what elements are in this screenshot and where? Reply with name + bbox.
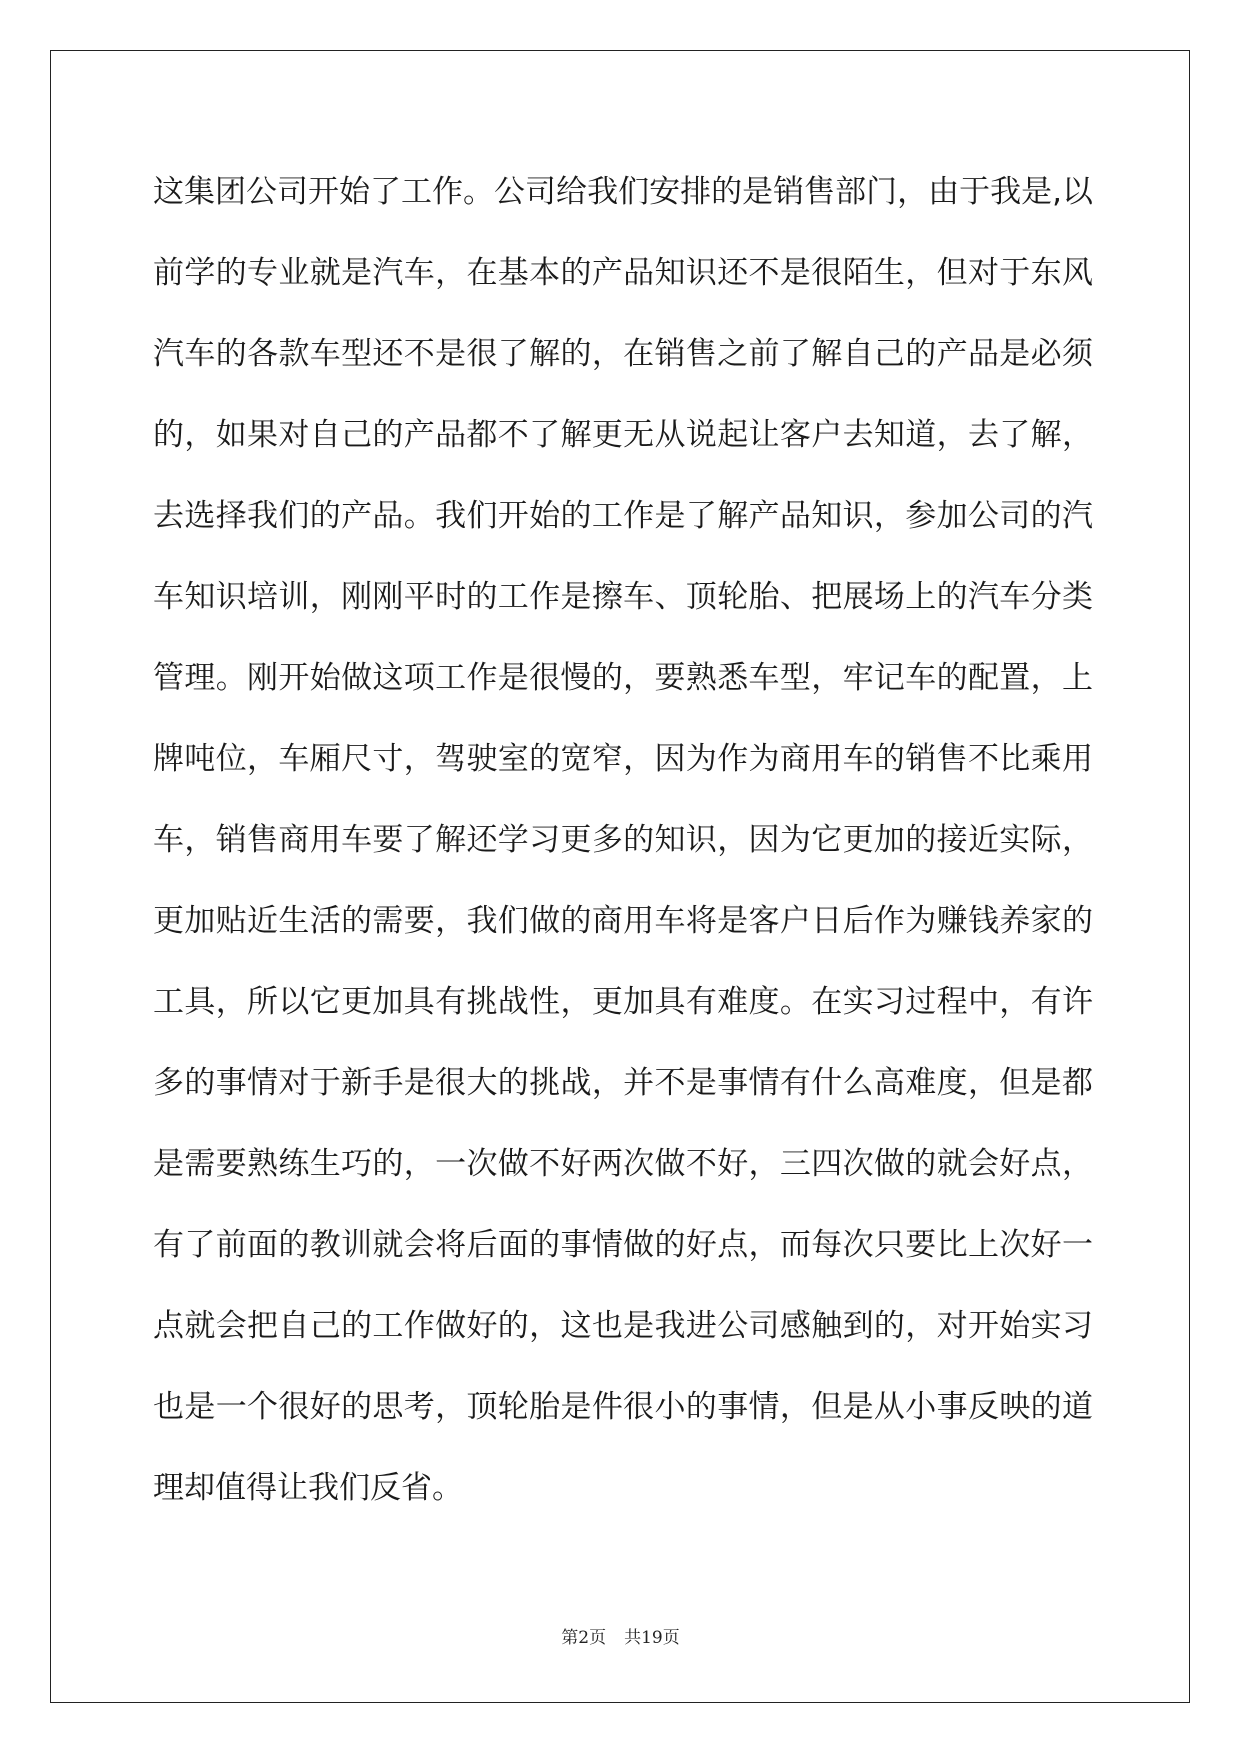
text-line: 多的事情对于新手是很大的挑战，并不是事情有什么高难度，但是都 [153,1065,1093,1101]
text-line: 车，销售商用车要了解还学习更多的知识，因为它更加的接近实际， [153,822,1093,858]
text-line: 牌吨位，车厢尺寸，驾驶室的宽窄，因为作为商用车的销售不比乘用 [153,741,1093,777]
page-footer [0,1623,1241,1648]
text-line: 汽车的各款车型还不是很了解的，在销售之前了解自己的产品是必须 [153,336,1093,372]
page-total: 共19页 [624,1628,680,1648]
text-line: 更加贴近生活的需要，我们做的商用车将是客户日后作为赚钱养家的 [153,903,1093,939]
text-line: 有了前面的教训就会将后面的事情做的好点，而每次只要比上次好一 [153,1227,1093,1263]
body-text [153,152,1093,1529]
text-line: 点就会把自己的工作做好的，这也是我进公司感触到的，对开始实习 [153,1308,1093,1344]
text-line: 去选择我们的产品。我们开始的工作是了解产品知识，参加公司的汽 [153,498,1093,534]
text-line: 也是一个很好的思考，顶轮胎是件很小的事情，但是从小事反映的道 [153,1389,1093,1425]
text-line-last: 理却值得让我们反省。 [153,1470,463,1506]
text-line: 这集团公司开始了工作。公司给我们安排的是销售部门，由于我是,以 [153,174,1093,210]
text-line: 是需要熟练生巧的，一次做不好两次做不好，三四次做的就会好点， [153,1146,1093,1182]
page-number: 第2页 [561,1628,607,1648]
text-line: 管理。刚开始做这项工作是很慢的，要熟悉车型，牢记车的配置，上 [153,660,1093,696]
text-line: 车知识培训，刚刚平时的工作是擦车、顶轮胎、把展场上的汽车分类 [153,579,1093,615]
text-line: 的，如果对自己的产品都不了解更无从说起让客户去知道，去了解， [153,417,1093,453]
text-line: 工具，所以它更加具有挑战性，更加具有难度。在实习过程中，有许 [153,984,1093,1020]
text-line: 前学的专业就是汽车，在基本的产品知识还不是很陌生，但对于东风 [153,255,1093,291]
